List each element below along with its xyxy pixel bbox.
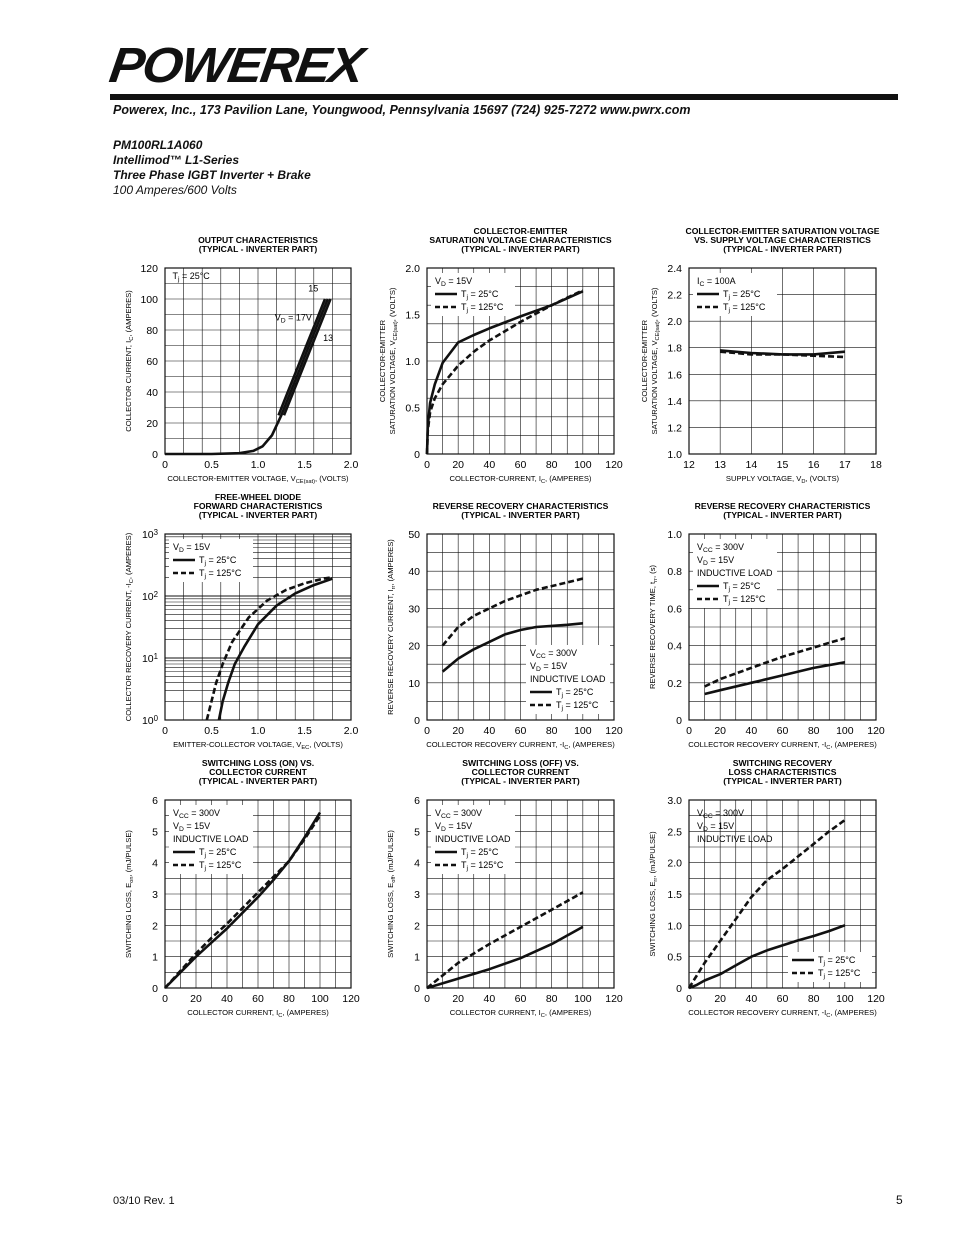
y-tick-label: 1.4 bbox=[667, 395, 682, 408]
x-tick-label: 120 bbox=[605, 993, 623, 1005]
y-axis-label: COLLECTOR RECOVERY CURRENT, -IC, (AMPERES) bbox=[124, 532, 135, 722]
x-axis-label: COLLECTOR-CURRENT, IC, (AMPERES) bbox=[449, 474, 592, 485]
y-tick-label: 3 bbox=[414, 889, 420, 901]
chart-4 bbox=[124, 492, 358, 751]
y-axis-label: COLLECTOR-EMITTER bbox=[640, 319, 649, 403]
x-tick-label: 80 bbox=[807, 993, 820, 1005]
chart-9 bbox=[648, 758, 885, 1019]
x-tick-label: 0 bbox=[162, 459, 168, 471]
y-tick-label: 60 bbox=[146, 356, 158, 368]
y-tick-label: 2.0 bbox=[667, 857, 682, 870]
y-tick-label: 0.5 bbox=[405, 402, 420, 415]
y-axis-label: SATURATION VOLTAGE, VCE(sat), (VOLTS) bbox=[388, 287, 399, 435]
legend-label: Tj = 25°C bbox=[199, 847, 237, 860]
y-axis-label: SATURATION VOLTAGE, VCE(sat), (VOLTS) bbox=[650, 287, 661, 435]
legend-label: Tj = 125°C bbox=[723, 594, 766, 607]
x-tick-label: 120 bbox=[342, 993, 360, 1005]
chart-8 bbox=[386, 758, 623, 1019]
x-tick-label: 0.5 bbox=[204, 459, 219, 471]
x-tick-label: 80 bbox=[545, 725, 558, 737]
y-tick-label: 30 bbox=[408, 603, 420, 616]
chart-title-line: (TYPICAL - INVERTER PART) bbox=[198, 510, 318, 520]
legend-label: Tj = 125°C bbox=[199, 568, 242, 581]
x-tick-label: 1.0 bbox=[250, 725, 266, 737]
x-tick-label: 16 bbox=[807, 459, 820, 471]
chart-title-line: OUTPUT CHARACTERISTICS bbox=[198, 235, 318, 245]
legend-header: INDUCTIVE LOAD bbox=[530, 674, 606, 684]
y-tick-label: 120 bbox=[140, 263, 158, 275]
y-tick-label: 2 bbox=[152, 920, 158, 933]
product-description: Three Phase IGBT Inverter + Brake bbox=[113, 168, 311, 182]
x-tick-label: 120 bbox=[867, 725, 885, 737]
x-tick-label: 60 bbox=[776, 993, 789, 1005]
legend-header: VCC = 300V bbox=[435, 808, 483, 821]
x-tick-label: 100 bbox=[574, 725, 592, 737]
x-tick-label: 0.5 bbox=[204, 725, 219, 737]
legend-label: Tj = 25°C bbox=[199, 555, 237, 568]
x-axis-label: COLLECTOR CURRENT, IC, (AMPERES) bbox=[449, 1008, 592, 1019]
annotation-label: VD = 17V bbox=[274, 312, 312, 325]
chart-title-line: COLLECTOR-EMITTER SATURATION VOLTAGE bbox=[685, 226, 880, 236]
y-tick-label: 2.0 bbox=[667, 316, 682, 329]
legend-label: Tj = 125°C bbox=[199, 860, 242, 873]
chart-title-line: (TYPICAL - INVERTER PART) bbox=[723, 776, 842, 786]
y-tick-label: 1.0 bbox=[667, 920, 682, 933]
x-tick-label: 0 bbox=[424, 725, 430, 737]
chart-title-line: REVERSE RECOVERY CHARACTERISTICS bbox=[432, 501, 609, 511]
x-tick-label: 13 bbox=[714, 459, 727, 471]
chart-title-line: SWITCHING RECOVERY bbox=[732, 758, 833, 768]
y-tick-label: 1.6 bbox=[667, 369, 682, 382]
legend-header: INDUCTIVE LOAD bbox=[173, 834, 249, 844]
legend-label: Tj = 25°C bbox=[461, 289, 499, 302]
x-tick-label: 40 bbox=[483, 725, 496, 737]
x-tick-label: 1.0 bbox=[250, 459, 266, 471]
y-tick-label: 103 bbox=[141, 527, 158, 541]
annotation-label: Tj = 25°C bbox=[172, 270, 210, 283]
y-tick-label: 2.2 bbox=[667, 289, 682, 302]
grid bbox=[165, 268, 351, 454]
y-tick-label: 1 bbox=[414, 951, 420, 964]
x-tick-label: 60 bbox=[514, 725, 527, 737]
y-axis-label: COLLECTOR-EMITTER bbox=[378, 319, 387, 403]
y-tick-label: 20 bbox=[408, 640, 420, 653]
x-tick-label: 100 bbox=[574, 459, 592, 471]
chart-title-line: (TYPICAL - INVERTER PART) bbox=[723, 510, 842, 520]
y-tick-label: 0 bbox=[152, 449, 158, 461]
x-tick-label: 40 bbox=[221, 993, 233, 1005]
x-tick-label: 0 bbox=[162, 725, 168, 737]
chart-6 bbox=[648, 501, 885, 751]
x-tick-label: 20 bbox=[190, 993, 202, 1005]
y-tick-label: 1 bbox=[152, 951, 158, 964]
y-axis-label: COLLECTOR CURRENT, IC, (AMPERES) bbox=[124, 290, 135, 432]
legend-header: INDUCTIVE LOAD bbox=[697, 568, 773, 578]
y-tick-label: 0.4 bbox=[667, 640, 682, 653]
x-axis-label: COLLECTOR RECOVERY CURRENT, -IC, (AMPERES) bbox=[688, 1008, 877, 1019]
product-rating: 100 Amperes/600 Volts bbox=[113, 183, 237, 197]
y-tick-label: 40 bbox=[146, 387, 158, 399]
chart-2 bbox=[378, 226, 623, 485]
x-tick-label: 60 bbox=[514, 459, 527, 471]
y-tick-label: 10 bbox=[408, 677, 420, 690]
chart-title-line: VS. SUPPLY VOLTAGE CHARACTERISTICS bbox=[694, 235, 871, 245]
chart-title-line: SWITCHING LOSS (OFF) VS. bbox=[462, 758, 579, 768]
x-tick-label: 2.0 bbox=[343, 725, 359, 737]
x-tick-label: 20 bbox=[452, 725, 465, 737]
y-tick-label: 0.2 bbox=[667, 677, 682, 690]
legend-label: Tj = 125°C bbox=[818, 968, 861, 981]
x-tick-label: 60 bbox=[776, 725, 789, 737]
legend-header: VD = 15V bbox=[697, 555, 735, 568]
x-tick-label: 60 bbox=[514, 993, 527, 1005]
legend-label: Tj = 125°C bbox=[723, 302, 766, 315]
y-tick-label: 0 bbox=[414, 449, 420, 461]
y-tick-label: 0.5 bbox=[667, 951, 682, 964]
y-tick-label: 100 bbox=[141, 713, 158, 727]
y-tick-label: 1.5 bbox=[405, 309, 420, 322]
annotation-label: 15 bbox=[308, 283, 319, 294]
legend-header: VD = 15V bbox=[435, 276, 473, 289]
x-tick-label: 100 bbox=[836, 993, 854, 1005]
legend-label: Tj = 25°C bbox=[723, 289, 761, 302]
y-tick-label: 0.6 bbox=[667, 603, 682, 616]
y-axis-label: REVERSE RECOVERY CURRENT, Irr, (AMPERES) bbox=[386, 539, 397, 715]
annotation-label: VCC = 300V bbox=[697, 808, 745, 821]
y-tick-label: 80 bbox=[146, 325, 158, 337]
product-series: Intellimod™ L1-Series bbox=[113, 153, 240, 167]
y-axis-label: SWITCHING LOSS, Eoff, (mJ/PULSE) bbox=[386, 830, 397, 958]
legend-header: INDUCTIVE LOAD bbox=[435, 834, 511, 844]
y-tick-label: 2.4 bbox=[667, 263, 682, 275]
x-tick-label: 20 bbox=[452, 459, 465, 471]
y-tick-label: 4 bbox=[152, 857, 158, 870]
y-tick-label: 102 bbox=[141, 589, 158, 603]
legend-label: Tj = 25°C bbox=[461, 847, 499, 860]
chart-title-line: (TYPICAL - INVERTER PART) bbox=[198, 244, 318, 254]
y-tick-label: 3.0 bbox=[667, 795, 682, 807]
y-axis-label: REVERSE RECOVERY TIME, trr, (s) bbox=[648, 564, 659, 690]
y-tick-label: 1.5 bbox=[667, 889, 682, 901]
y-tick-label: 2 bbox=[414, 920, 420, 933]
chart-title-line: (TYPICAL - INVERTER PART) bbox=[461, 776, 580, 786]
page-number: 5 bbox=[896, 1193, 903, 1207]
x-tick-label: 100 bbox=[574, 993, 592, 1005]
legend-label: Tj = 125°C bbox=[461, 860, 504, 873]
y-tick-label: 0 bbox=[152, 983, 158, 995]
chart-title-line: (TYPICAL - INVERTER PART) bbox=[723, 244, 842, 254]
x-tick-label: 18 bbox=[870, 459, 882, 471]
y-tick-label: 0 bbox=[676, 983, 682, 995]
x-tick-label: 40 bbox=[745, 993, 758, 1005]
legend-header: VD = 15V bbox=[530, 661, 568, 674]
chart-title-line: FREE-WHEEL DIODE bbox=[214, 492, 302, 502]
x-axis-label: COLLECTOR CURRENT, IC, (AMPERES) bbox=[187, 1008, 329, 1019]
legend-header: VD = 15V bbox=[173, 821, 211, 834]
series-line bbox=[443, 579, 583, 646]
part-number: PM100RL1A060 bbox=[113, 138, 203, 152]
chart-title-line: SATURATION VOLTAGE CHARACTERISTICS bbox=[429, 235, 612, 245]
x-tick-label: 15 bbox=[776, 459, 789, 471]
x-tick-label: 100 bbox=[311, 993, 329, 1005]
y-tick-label: 0.8 bbox=[667, 566, 682, 579]
company-address: Powerex, Inc., 173 Pavilion Lane, Youngwood, Pennsylvania 15697 (724) 925-7272 www.pwrx.com bbox=[113, 103, 691, 117]
y-tick-label: 6 bbox=[152, 795, 158, 807]
series-line bbox=[219, 579, 333, 720]
legend-header: VCC = 300V bbox=[697, 542, 745, 555]
y-tick-label: 1.0 bbox=[667, 529, 682, 541]
legend-label: Tj = 25°C bbox=[818, 955, 856, 968]
x-tick-label: 40 bbox=[483, 993, 496, 1005]
x-tick-label: 100 bbox=[836, 725, 854, 737]
chart-title-line: COLLECTOR-EMITTER bbox=[473, 226, 568, 236]
x-tick-label: 40 bbox=[483, 459, 496, 471]
chart-title-line: REVERSE RECOVERY CHARACTERISTICS bbox=[694, 501, 871, 511]
x-tick-label: 120 bbox=[867, 993, 885, 1005]
y-tick-label: 0 bbox=[414, 983, 420, 995]
x-tick-label: 1.5 bbox=[297, 459, 312, 471]
y-tick-label: 0 bbox=[676, 715, 682, 727]
revision-label: 03/10 Rev. 1 bbox=[113, 1195, 175, 1207]
x-tick-label: 60 bbox=[252, 993, 264, 1005]
x-axis-label: EMITTER-COLLECTOR VOLTAGE, VEC, (VOLTS) bbox=[173, 740, 343, 751]
y-tick-label: 6 bbox=[414, 795, 420, 807]
chart-title-line: (TYPICAL - INVERTER PART) bbox=[461, 244, 580, 254]
y-axis-label: SWITCHING LOSS, Err, (mJ/PULSE) bbox=[648, 831, 659, 957]
chart-1 bbox=[124, 235, 358, 485]
chart-3 bbox=[640, 226, 882, 485]
x-tick-label: 80 bbox=[807, 725, 820, 737]
y-tick-label: 5 bbox=[414, 826, 420, 839]
legend-label: Tj = 25°C bbox=[723, 581, 761, 594]
y-axis-label: SWITCHING LOSS, Eon, (mJ/PULSE) bbox=[124, 830, 135, 958]
x-tick-label: 80 bbox=[545, 459, 558, 471]
x-tick-label: 20 bbox=[714, 993, 727, 1005]
x-axis-label: COLLECTOR RECOVERY CURRENT, -IC, (AMPERES) bbox=[426, 740, 615, 751]
chart-title-line: LOSS CHARACTERISTICS bbox=[728, 767, 837, 777]
x-tick-label: 0 bbox=[424, 993, 430, 1005]
annotation-label: VD = 15V bbox=[697, 821, 735, 834]
chart-title-line: SWITCHING LOSS (ON) VS. bbox=[201, 758, 315, 768]
legend-header: VD = 15V bbox=[173, 542, 211, 555]
chart-title-line: (TYPICAL - INVERTER PART) bbox=[198, 776, 318, 786]
y-tick-label: 1.8 bbox=[667, 342, 682, 355]
x-tick-label: 80 bbox=[545, 993, 558, 1005]
x-tick-label: 14 bbox=[745, 459, 758, 471]
legend-label: Tj = 25°C bbox=[556, 687, 594, 700]
x-tick-label: 12 bbox=[683, 459, 695, 471]
y-tick-label: 1.0 bbox=[667, 449, 682, 461]
y-tick-label: 4 bbox=[414, 857, 420, 870]
powerex-logo: POWEREX bbox=[106, 38, 366, 94]
x-tick-label: 120 bbox=[605, 725, 623, 737]
y-tick-label: 3 bbox=[152, 889, 158, 901]
legend-label: Tj = 125°C bbox=[556, 700, 599, 713]
y-tick-label: 2.5 bbox=[667, 826, 682, 839]
y-tick-label: 2.0 bbox=[405, 263, 420, 275]
chart-title-line: (TYPICAL - INVERTER PART) bbox=[461, 510, 580, 520]
x-tick-label: 2.0 bbox=[343, 459, 359, 471]
y-tick-label: 20 bbox=[146, 418, 158, 430]
y-tick-label: 100 bbox=[140, 294, 158, 306]
y-tick-label: 40 bbox=[408, 566, 420, 579]
legend-header: VD = 15V bbox=[435, 821, 473, 834]
y-tick-label: 50 bbox=[408, 529, 420, 541]
y-tick-label: 101 bbox=[141, 651, 158, 665]
x-tick-label: 120 bbox=[605, 459, 623, 471]
x-tick-label: 17 bbox=[838, 459, 851, 471]
legend-label: Tj = 125°C bbox=[461, 302, 504, 315]
x-tick-label: 20 bbox=[452, 993, 465, 1005]
x-tick-label: 80 bbox=[283, 993, 295, 1005]
x-axis-label: COLLECTOR RECOVERY CURRENT, -IC, (AMPERES) bbox=[688, 740, 877, 751]
y-tick-label: 0 bbox=[414, 715, 420, 727]
x-tick-label: 0 bbox=[686, 993, 692, 1005]
x-tick-label: 0 bbox=[162, 993, 168, 1005]
y-tick-label: 5 bbox=[152, 826, 158, 839]
chart-title-line: COLLECTOR CURRENT bbox=[471, 767, 570, 777]
x-tick-label: 0 bbox=[424, 459, 430, 471]
chart-title-line: FORWARD CHARACTERISTICS bbox=[193, 501, 323, 511]
annotation-label: INDUCTIVE LOAD bbox=[697, 834, 773, 844]
legend-header: VCC = 300V bbox=[530, 648, 578, 661]
y-tick-label: 1.2 bbox=[667, 422, 682, 435]
x-tick-label: 0 bbox=[686, 725, 692, 737]
x-tick-label: 1.5 bbox=[297, 725, 312, 737]
x-tick-label: 20 bbox=[714, 725, 727, 737]
legend-header: VCC = 300V bbox=[173, 808, 221, 821]
y-tick-label: 1.0 bbox=[405, 356, 420, 368]
chart-5 bbox=[386, 501, 623, 751]
x-axis-label: SUPPLY VOLTAGE, VD, (VOLTS) bbox=[725, 474, 840, 485]
x-tick-label: 40 bbox=[745, 725, 758, 737]
chart-title-line: COLLECTOR CURRENT bbox=[209, 767, 307, 777]
chart-7 bbox=[124, 758, 360, 1019]
legend-header: IC = 100A bbox=[697, 276, 736, 289]
x-axis-label: COLLECTOR-EMITTER VOLTAGE, VCE(sat), (VOLTS) bbox=[167, 474, 349, 485]
annotation-label: 13 bbox=[323, 332, 334, 343]
